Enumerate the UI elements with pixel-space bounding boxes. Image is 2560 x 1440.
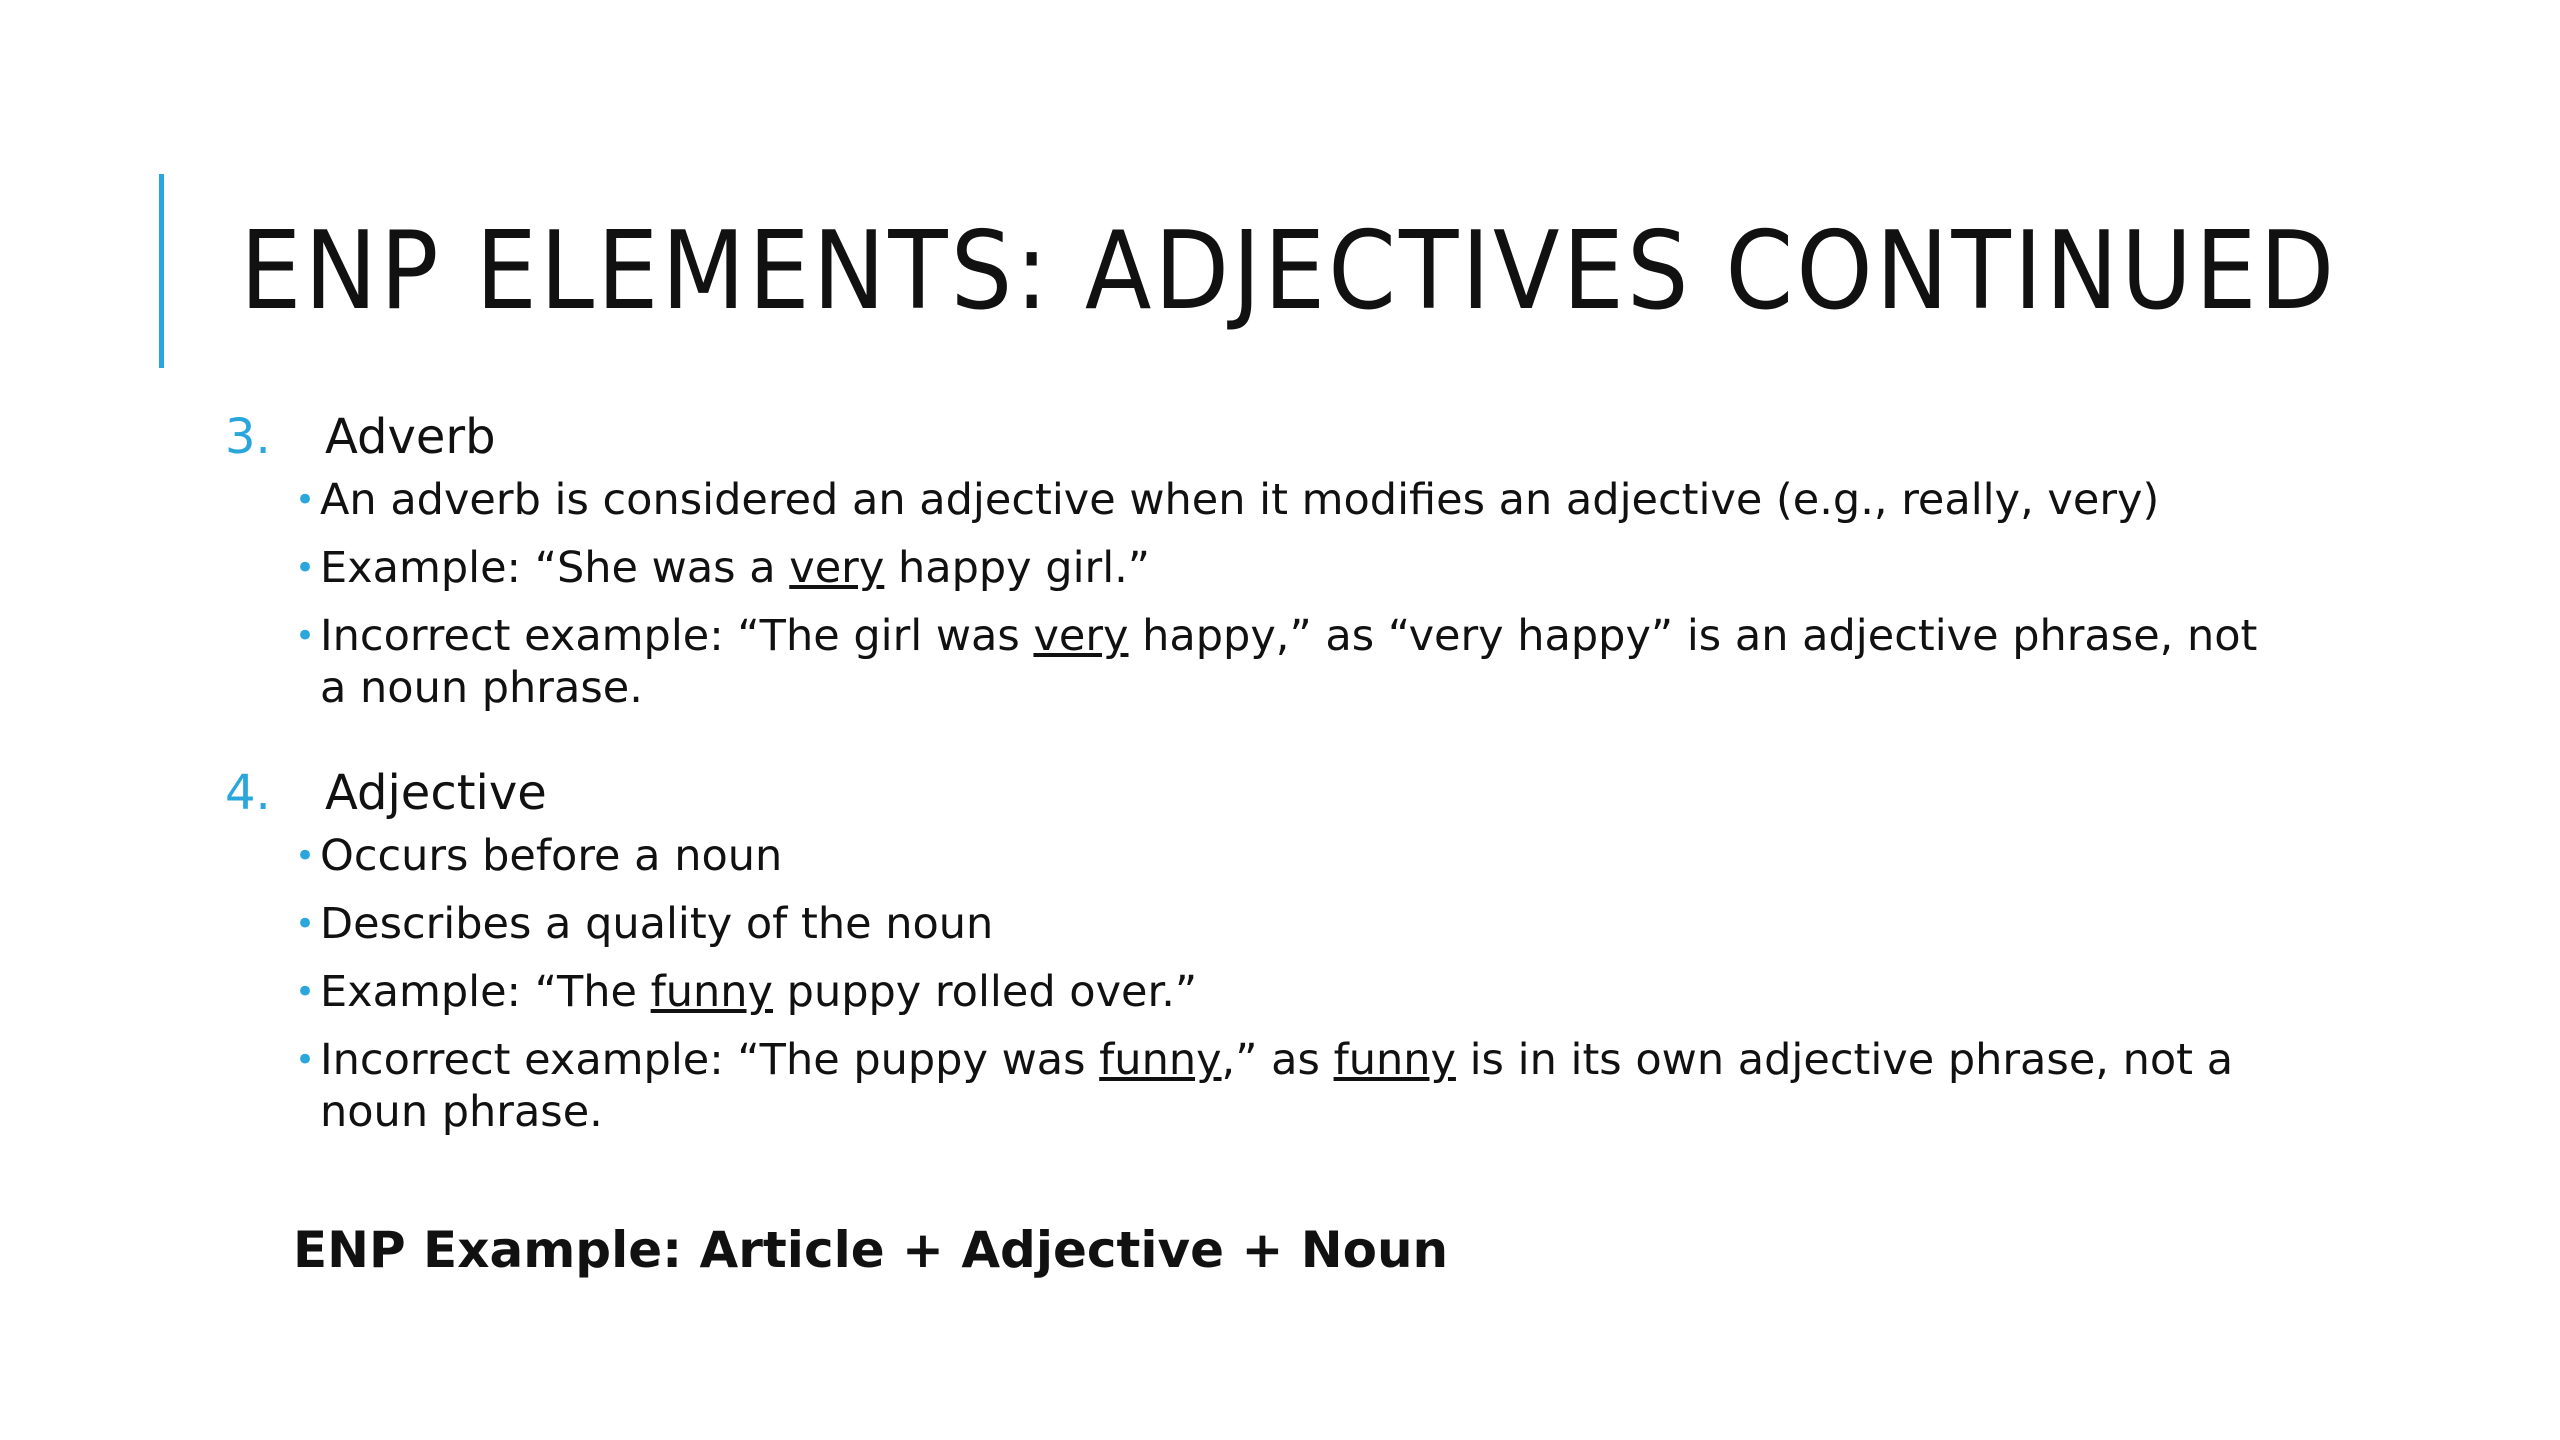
bullet-text [320,543,1150,593]
enp-example-text: ENP Example: Article + Adjective + Noun [293,1221,1449,1279]
underlined-word: funny [1333,1035,1456,1085]
text-segment: happy,” as “very happy” is an adjective phrase, not a noun phrase. [320,611,2258,713]
text-segment: is in its own adjective phrase, not a noun phrase. [320,1035,2234,1137]
bullet-icon: • [295,972,316,1012]
bullet-icon: • [295,904,316,944]
list-item [225,542,2275,594]
list-item [225,966,2275,1018]
list-item [225,610,2275,714]
bullet-list [225,474,2275,714]
list-item [225,1034,2275,1138]
underlined-word: funny [1099,1035,1222,1085]
section-adverb [225,400,2275,714]
list-item [225,898,2275,950]
text-segment: ,” as [1221,1035,1334,1085]
section-number: 4. [225,765,271,821]
bullet-text [320,475,2159,525]
section-heading [225,756,2275,830]
underlined-word: very [789,543,885,593]
text-segment: Example: “She was a [320,543,790,593]
underlined-word: very [1033,611,1129,661]
bullet-text [320,899,993,949]
bullet-icon: • [295,480,316,520]
bullet-icon: • [295,1040,316,1080]
slide-content [225,400,2275,1180]
text-segment: Incorrect example: “The puppy was [320,1035,1100,1085]
bullet-icon: • [295,548,316,588]
list-item [225,474,2275,526]
text-segment: Incorrect example: “The girl was [320,611,1034,661]
bullet-text [320,1035,2233,1137]
bullet-icon: • [295,836,316,876]
section-adjective [225,756,2275,1138]
bullet-text [320,831,782,881]
section-number: 3. [225,409,271,465]
bullet-list [225,830,2275,1138]
section-title: Adjective [325,765,547,821]
text-segment: Example: “The [320,967,651,1017]
title-accent-bar [159,174,164,368]
bullet-text [320,611,2257,713]
slide-title: ENP ELEMENTS: ADJECTIVES CONTINUED [240,209,2338,334]
text-segment: Occurs before a noun [320,831,783,881]
text-segment: Describes a quality of the noun [320,899,994,949]
bullet-icon: • [295,616,316,656]
section-heading [225,400,2275,474]
list-item [225,830,2275,882]
text-segment: puppy rolled over.” [773,967,1198,1017]
underlined-word: funny [650,967,773,1017]
section-title: Adverb [325,409,496,465]
bullet-text [320,967,1197,1017]
text-segment: happy girl.” [884,543,1151,593]
text-segment: An adverb is considered an adjective when it modifies an adjective (e.g., really, very) [320,475,2160,525]
